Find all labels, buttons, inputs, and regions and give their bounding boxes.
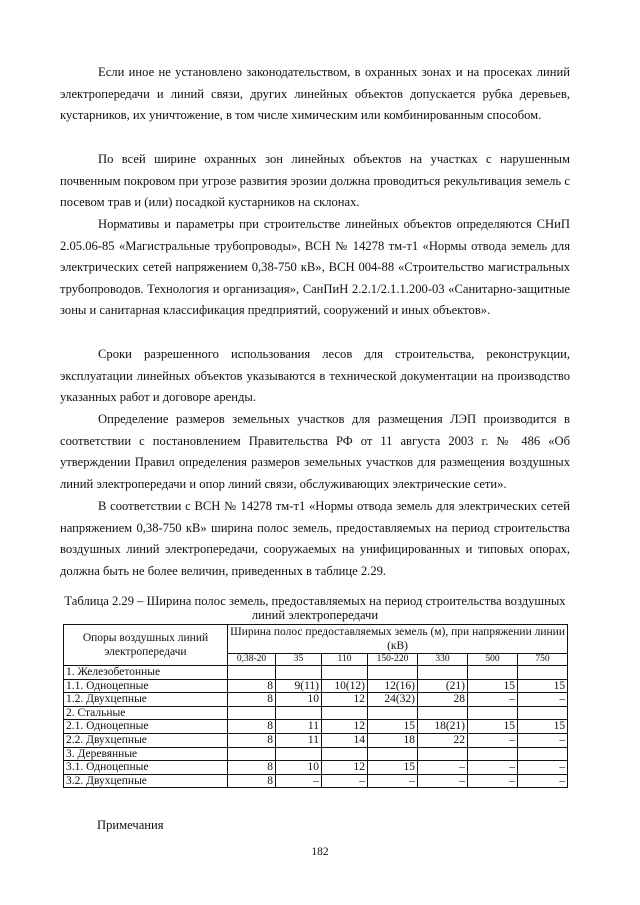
table-cell: 15: [468, 679, 518, 693]
table-row: [64, 733, 568, 747]
voltage-header: 750: [518, 654, 568, 666]
table-cell: –: [518, 693, 568, 707]
table-cell: [228, 706, 276, 720]
table-cell: [418, 666, 468, 680]
table-cell: [418, 706, 468, 720]
table-cell: [322, 747, 368, 761]
paragraph-logging: Если иное не установлено законодательством, в охранных зонах и на просеках линий электропередачи и линий связи, других линейных объектов допускается рубка деревьев, кустарников, их уничтожение, в том числе химическим или комбинированным способом.: [60, 65, 570, 122]
voltage-header: 0,38-20: [228, 654, 276, 666]
voltage-header: 150-220: [368, 654, 418, 666]
table-cell: [322, 706, 368, 720]
table-cell: 10: [276, 693, 322, 707]
table-cell: 18: [368, 733, 418, 747]
table-cell: 8: [228, 733, 276, 747]
header-width-group: Ширина полос предоставляемых земель (м), при напряжении линии (кВ): [228, 625, 568, 654]
table-cell: [228, 747, 276, 761]
table-cell: 12: [322, 720, 368, 734]
table-cell: 8: [228, 720, 276, 734]
table-cell: 15: [468, 720, 518, 734]
notes-label: Примечания: [97, 818, 164, 832]
table-cell: [368, 706, 418, 720]
table-cell: 9(11): [276, 679, 322, 693]
paragraph-terms: Сроки разрешенного использования лесов для строительства, реконструкции, эксплуатации линейных объектов указываются в технической документации на производство указанных работ и договоре аренды.: [60, 347, 570, 404]
table-cell: [518, 747, 568, 761]
table-cell: –: [468, 761, 518, 775]
header-supports: Опоры воздушных линий электропередачи: [64, 625, 228, 666]
table-caption: Таблица 2.29 – Ширина полос земель, предоставляемых на период строительства воздушных линий электропередачи: [64, 594, 566, 622]
voltage-header: 330: [418, 654, 468, 666]
table-cell: 22: [418, 733, 468, 747]
table-cell: [518, 666, 568, 680]
table-cell: 12(16): [368, 679, 418, 693]
table-cell: 15: [518, 720, 568, 734]
table-section-row: [64, 666, 568, 680]
table-cell: 18(21): [418, 720, 468, 734]
table-cell: –: [468, 733, 518, 747]
paragraph-strip-width: В соответствии с ВСН № 14278 тм-т1 «Нормы отвода земель для электрических сетей напряжением 0,38-750 кВ» ширина полос земель, предоставляемых на период строительства воздушных линий электропередачи, сооружаемых на унифицированных и типовых опорах, должна быть не более величин, приведенных в таблице 2.29.: [60, 499, 570, 578]
table-cell: 8: [228, 761, 276, 775]
row-label: 3.2. Двухцепные: [64, 774, 228, 788]
table-cell: [468, 706, 518, 720]
paragraph-land-size: Определение размеров земельных участков для размещения ЛЭП производится в соответствии с постановлением Правительства РФ от 11 августа 2003 г. № 486 «Об утверждении Правил определения размеров земельных участков для размещения воздушных линий электропередачи и опор линий связи, обслуживающих электрические сети».: [60, 412, 570, 491]
row-label: 3. Деревянные: [64, 747, 228, 761]
row-label: 1.2. Двухцепные: [64, 693, 228, 707]
table-cell: 28: [418, 693, 468, 707]
row-label: 2.1. Одноцепные: [64, 720, 228, 734]
table-cell: 10: [276, 761, 322, 775]
table-cell: 12: [322, 761, 368, 775]
table-cell: [322, 666, 368, 680]
table-section-row: [64, 747, 568, 761]
table-cell: –: [368, 774, 418, 788]
table-cell: 24(32): [368, 693, 418, 707]
table-cell: 8: [228, 679, 276, 693]
table-cell: 15: [518, 679, 568, 693]
table-row: [64, 761, 568, 775]
table-row: [64, 720, 568, 734]
table-cell: [468, 747, 518, 761]
table-body: [64, 666, 568, 788]
table-cell: [518, 706, 568, 720]
table-row: [64, 679, 568, 693]
paragraph-norms: Нормативы и параметры при строительстве линейных объектов определяются СНиП 2.05.06-85 «Магистральные трубопроводы», ВСН № 14278 тм-т1 «Нормы отвода земель для электрических сетей напряжением 0,38-750 кВ», ВСН 004-88 «Строительство магистральных трубопроводов. Технология и организация», СанПиН 2.2.1/2.1.1.200-03 «Санитарно-защитные зоны и санитарная классификация предприятий, сооружений и иных объектов».: [60, 217, 570, 317]
row-label: 3.1. Одноцепные: [64, 761, 228, 775]
voltage-header: 110: [322, 654, 368, 666]
table-cell: (21): [418, 679, 468, 693]
table-cell: –: [518, 733, 568, 747]
table-cell: [368, 747, 418, 761]
table-cell: [276, 666, 322, 680]
table-cell: –: [518, 761, 568, 775]
voltage-header: 500: [468, 654, 518, 666]
table-cell: 12: [322, 693, 368, 707]
table-cell: [468, 666, 518, 680]
table-cell: –: [468, 774, 518, 788]
table-cell: 15: [368, 761, 418, 775]
table-cell: [418, 747, 468, 761]
table-cell: –: [418, 774, 468, 788]
table-cell: [228, 666, 276, 680]
table-cell: –: [468, 693, 518, 707]
table-cell: 10(12): [322, 679, 368, 693]
table-cell: 14: [322, 733, 368, 747]
paragraph-recultivation: По всей ширине охранных зон линейных объектов на участках с нарушенным почвенным покровом при угрозе развития эрозии должна проводиться рекультивация земель с посевом трав и (или) посадкой кустарников на склонах.: [60, 152, 570, 209]
table-cell: –: [418, 761, 468, 775]
page-number: 182: [311, 846, 329, 858]
table-row: [64, 693, 568, 707]
table-row: [64, 774, 568, 788]
table-cell: 8: [228, 774, 276, 788]
row-label: 2.2. Двухцепные: [64, 733, 228, 747]
voltage-header: 35: [276, 654, 322, 666]
table-cell: 11: [276, 720, 322, 734]
strip-width-table: [63, 624, 568, 788]
table-cell: –: [518, 774, 568, 788]
table-section-row: [64, 706, 568, 720]
table-cell: 8: [228, 693, 276, 707]
table-cell: [276, 706, 322, 720]
table-cell: [368, 666, 418, 680]
table-cell: 11: [276, 733, 322, 747]
row-label: 2. Стальные: [64, 706, 228, 720]
table-cell: [276, 747, 322, 761]
row-label: 1.1. Одноцепные: [64, 679, 228, 693]
table-cell: –: [322, 774, 368, 788]
table-cell: 15: [368, 720, 418, 734]
table-cell: –: [276, 774, 322, 788]
row-label: 1. Железобетонные: [64, 666, 228, 680]
